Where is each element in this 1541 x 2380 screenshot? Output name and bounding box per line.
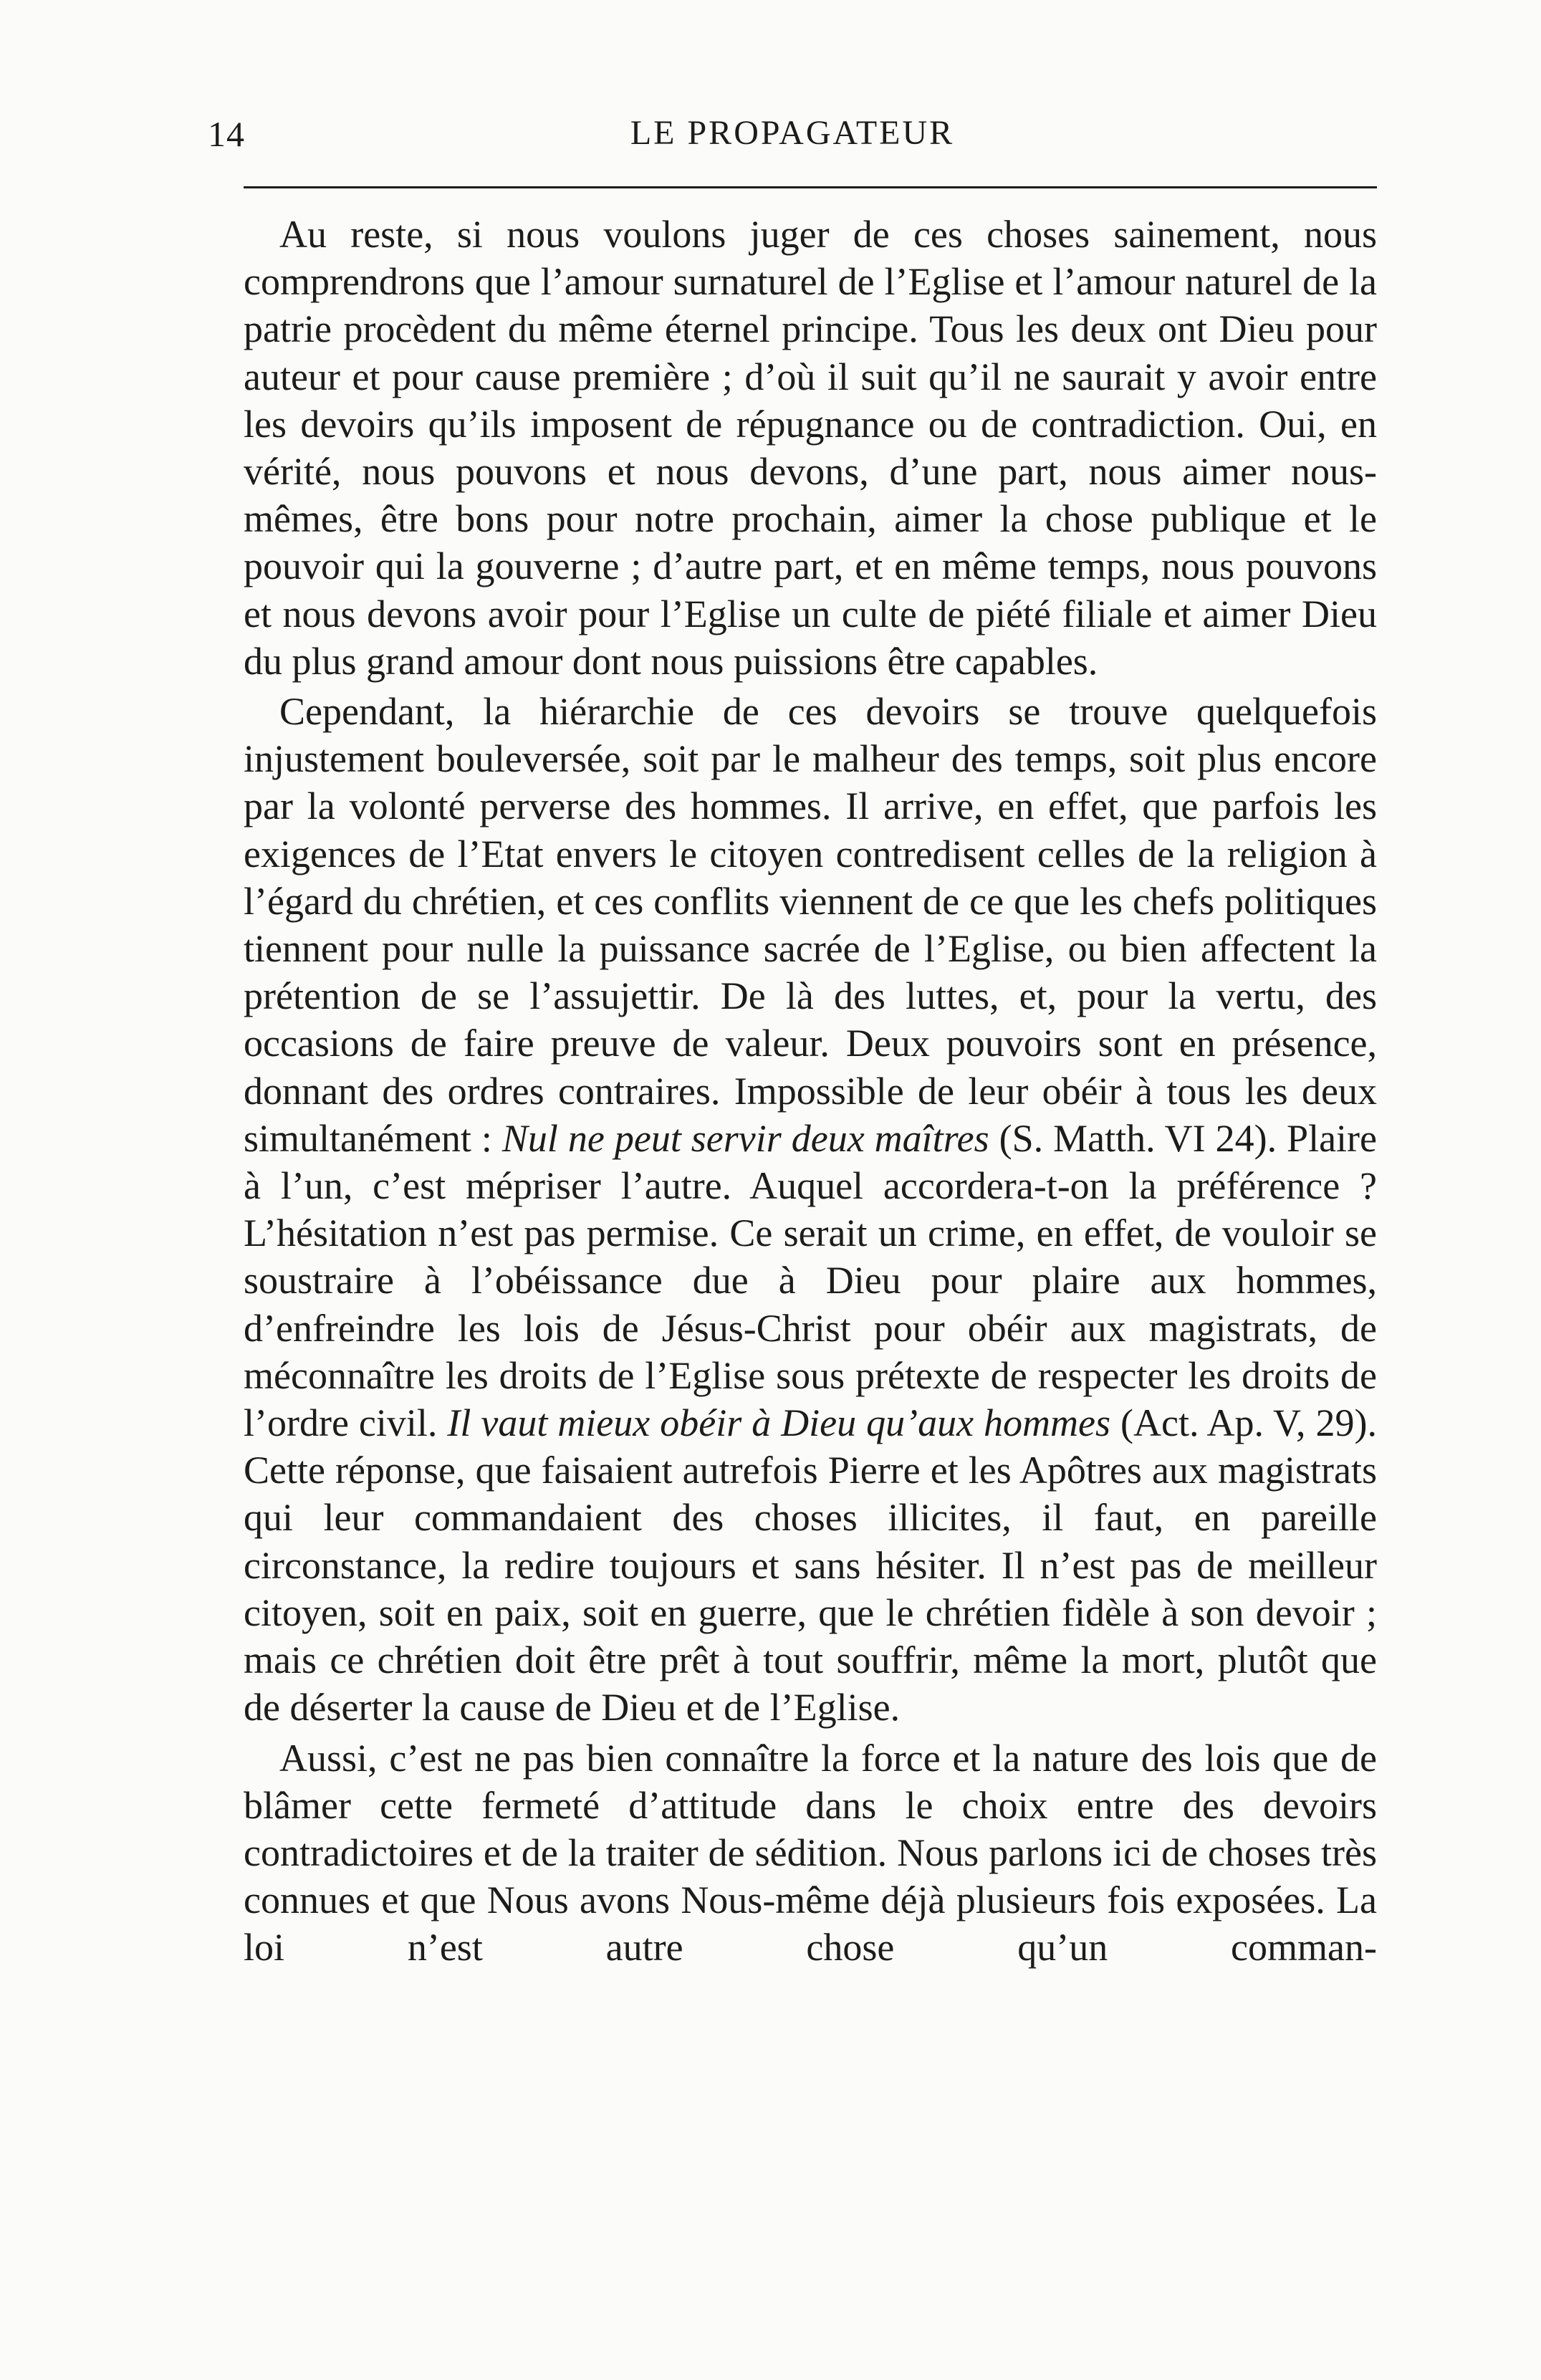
running-title: LE PROPAGATEUR	[630, 114, 955, 152]
paragraph-2	[244, 688, 1377, 1731]
paragraph-1: Au reste, si nous voulons juger de ces choses sainement, nous comprendrons que l’amour surnaturel de l’Eglise et l’amour naturel de la patrie procèdent du même éternel principe. Tous les deux ont Dieu pour auteur et pour cause première ; d’où il suit qu’il ne saurait y avoir entre les devoirs qu’ils imposent de répugnance ou de contradiction. Oui, en vérité, nous pouvons et nous devons, d’une part, nous aimer nous-mêmes, être bons pour notre prochain, aimer la chose publique et le pouvoir qui la gouverne ; d’autre part, et en même temps, nous pouvons et nous devons avoir pour l’Eglise un culte de piété filiale et aimer Dieu du plus grand amour dont nous puissions être capables.	[244, 213, 1377, 683]
paragraph-2-text-a: Cependant, la hiérarchie de ces devoirs se trouve quelquefois injustement bouleversée, soit par le malheur des temps, soit plus encore par la volonté perverse des hommes. Il arrive, en effet, que parfois les exigences de l’Etat envers le citoyen contredisent celles de la religion à l’égard du chrétien, et ces conflits viennent de ce que les chefs politiques tiennent pour nulle la puissance sacrée de l’Eglise, ou bien affectent la prétention de se l’assujettir. De là des luttes, et, pour la vertu, des occasions de faire preuve de valeur. Deux pouvoirs sont en présence, donnant des ordres contraires. Impossible de leur obéir à tous les deux simultanément :	[244, 690, 1377, 1160]
paragraph-2-text-b: (S. Matth. VI 24). Plaire à l’un, c’est mépriser l’autre. Auquel accordera-t-on la préférence ? L’hésitation n’est pas permise. Ce serait un crime, en effet, de vouloir se soustraire à l’obéissance due à Dieu pour plaire aux hommes, d’enfreindre les lois de Jésus-Christ pour obéir aux magistrats, de méconnaître les droits de l’Eglise sous prétexte de respecter les droits de l’ordre civil.	[244, 1116, 1378, 1445]
paragraph-3: Aussi, c’est ne pas bien connaître la force et la nature des lois que de blâmer cette fermeté d’attitude dans le choix entre des devoirs contradictoires et de la traiter de sédition. Nous parlons ici de choses très connues et que Nous avons Nous-même déjà plusieurs fois exposées. La loi n’est autre chose qu’un comman-	[244, 1736, 1377, 1969]
body-text	[244, 211, 1377, 1974]
paragraph-2-text-c: (Act. Ap. V, 29). Cette réponse, que faisaient autrefois Pierre et les Apôtres aux magistrats qui leur commandaient des choses illicites, il faut, en pareille circonstance, la redire toujours et sans hésiter. Il n’est pas de meilleur citoyen, soit en paix, soit en guerre, que le chrétien fidèle à son devoir ; mais ce chrétien doit être prêt à tout souffrir, même la mort, plutôt que de déserter la cause de Dieu et de l’Eglise.	[244, 1401, 1377, 1729]
page-header	[208, 113, 1377, 163]
header-rule	[244, 186, 1377, 188]
page-number: 14	[208, 114, 245, 154]
scripture-quote-matthew: Nul ne peut servir deux maîtres	[501, 1116, 989, 1160]
scripture-quote-acts: Il vaut mieux obéir à Dieu qu’aux hommes	[447, 1401, 1111, 1445]
